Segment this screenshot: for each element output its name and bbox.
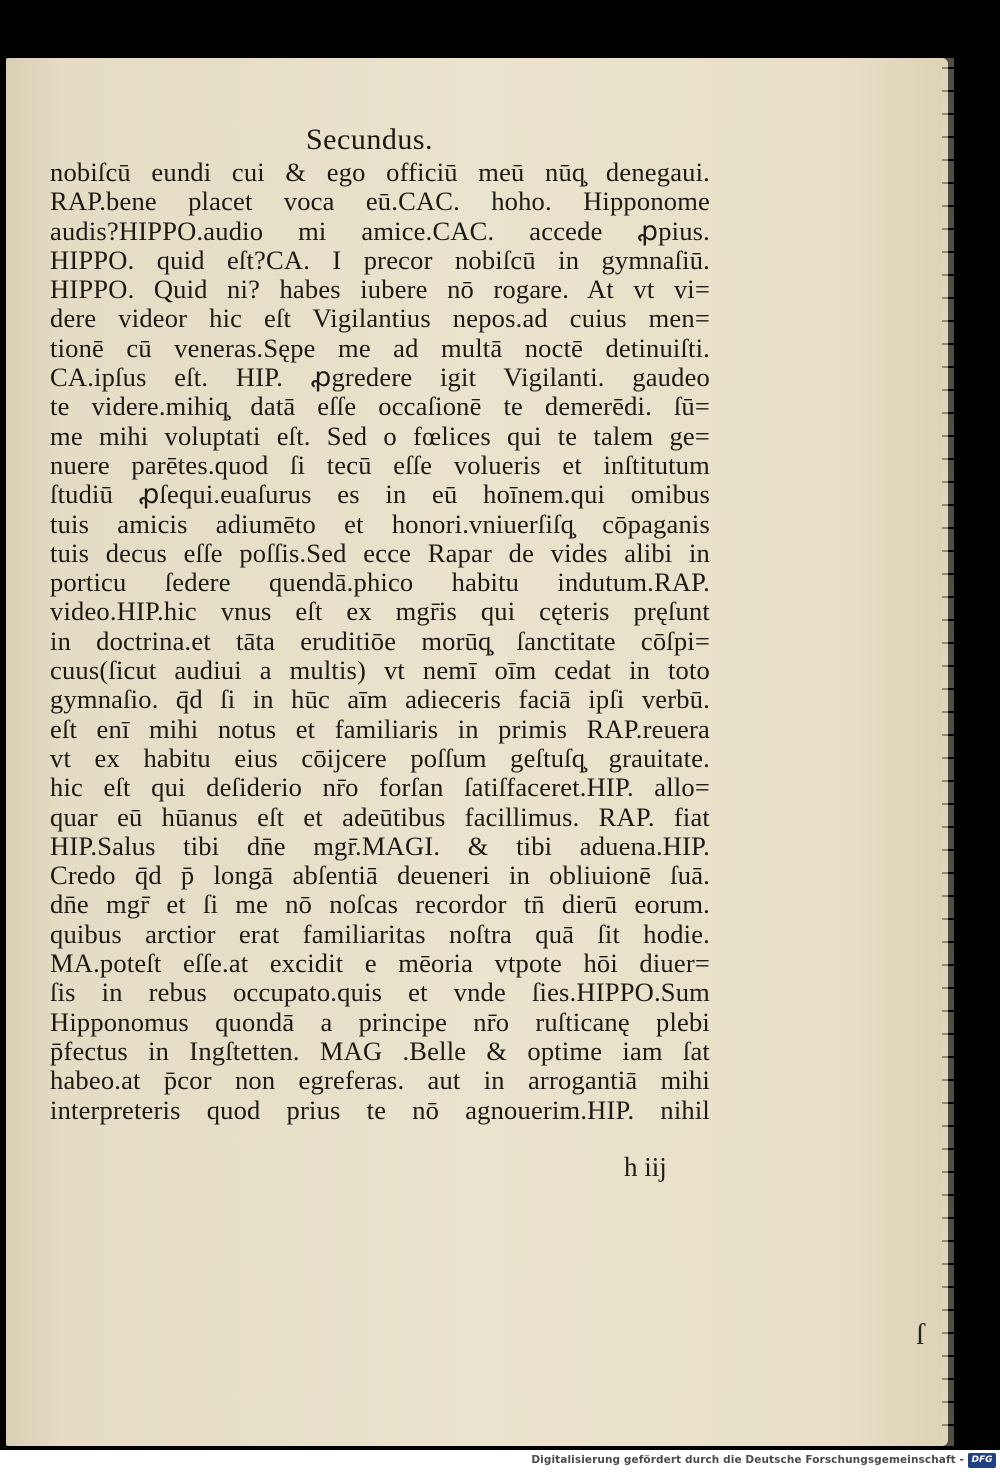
text-line: HIPPO. Quid ni? habes iubere nō rogare. At vt vi= xyxy=(50,274,710,305)
running-head: Secundus. xyxy=(306,123,433,156)
text-line: p̄fectus in Ingſtetten. MAG .Belle & optime iam ſat xyxy=(50,1035,710,1066)
text-line: ſtudiū ꝓſequi.euaſurus es in eū hoīnem.qui omibus xyxy=(50,479,710,510)
dfg-logo-icon: DFG xyxy=(968,1453,996,1468)
text-line: nuere parētes.quod ſi tecū eſſe volueris et inſtitutum xyxy=(50,449,710,480)
margin-mark: ſ xyxy=(916,1318,925,1351)
text-line: eſt enī mihi notus et familiaris in primis RAP.reuera xyxy=(50,713,710,744)
text-line: habeo.at p̄cor non egreferas. aut in arrogantiā mihi xyxy=(50,1065,710,1096)
text-line: quibus arctior erat familiaritas noſtra quā ſit hodie. xyxy=(50,918,710,949)
text-line: cuus(ſicut audiui a multis) vt nemī oīm cedat in toto xyxy=(50,655,710,686)
text-line: interpreteris quod prius te nō agnouerim.HIP. nihil xyxy=(50,1094,710,1125)
text-line: HIP.Salus tibi dn̄e mgr̄.MAGI. & tibi aduena.HIP. xyxy=(50,830,710,861)
text-line: dn̄e mgr̄ et ſi me nō noſcas recordor tn̄ dierū eorum. xyxy=(50,889,710,920)
text-line: dere videor hic eſt Vigilantius nepos.ad cuius men= xyxy=(50,303,710,334)
text-block xyxy=(50,158,710,1125)
text-line: ſis in rebus occupato.quis et vnde ſies.HIPPO.Sum xyxy=(50,977,710,1008)
text-line: in doctrina.et tāta eruditiōe morūq̧ ſanctitate cōſpi= xyxy=(50,625,710,656)
text-line: tionē cū veneras.Sępe me ad multā noctē detinuiſti. xyxy=(50,332,710,363)
text-line: tuis amicis adiumēto et honori.vniuerſiſq̧ cōpaganis xyxy=(50,508,710,539)
text-line: CA.ipſus eſt. HIP. ꝓgredere igit Vigilanti. gaudeo xyxy=(50,362,710,393)
text-line: RAP.bene placet voca eū.CAC. hoho. Hipponome xyxy=(50,186,710,217)
footer-credit: Digitalisierung gefördert durch die Deutsche Forschungsgemeinschaft - xyxy=(531,1454,964,1466)
text-line: quar eū hūanus eſt et adeūtibus facillimus. RAP. fiat xyxy=(50,801,710,832)
text-line: HIPPO. quid eſt?CA. I precor nobiſcū in gymnaſiū. xyxy=(50,244,710,275)
text-line: vt ex habitu eius cōijcere poſſum geſtuſq̧ grauitate. xyxy=(50,742,710,773)
text-line: gymnaſio. q̄d ſi in hūc aīm adieceris faciā ipſi verbū. xyxy=(50,684,710,715)
text-line: me mihi voluptati eſt. Sed o fœlices qui te talem ge= xyxy=(50,420,710,451)
text-line: hic eſt qui deſiderio nr̄o forſan ſatiſfaceret.HIP. allo= xyxy=(50,772,710,803)
text-line: audis?HIPPO.audio mi amice.CAC. accede ꝓpius. xyxy=(50,215,710,246)
text-line: MA.poteſt eſſe.at excidit e mēoria vtpote hōi diuer= xyxy=(50,948,710,979)
text-line: porticu ſedere quendā.phico habitu indutum.RAP. xyxy=(50,567,710,598)
text-line: video.HIP.hic vnus eſt ex mgr̄is qui cęteris pręſunt xyxy=(50,596,710,627)
text-line: nobiſcū eundi cui & ego officiū meū nūq̧ denegaui. xyxy=(50,157,710,187)
signature-mark: h iij xyxy=(624,1152,667,1182)
text-line: Credo q̄d p̄ longā abſentiā deueneri in obliuionē ſuā. xyxy=(50,860,710,891)
text-line: te videre.mihiq̧ datā eſſe occaſionē te demerēdi. ſū= xyxy=(50,391,710,422)
text-line: tuis decus eſſe poſſis.Sed ecce Rapar de vides alibi in xyxy=(50,537,710,568)
text-line: Hipponomus quondā a principe nr̄o ruſticanę plebi xyxy=(50,1006,710,1037)
footer-bar xyxy=(0,1450,1000,1473)
